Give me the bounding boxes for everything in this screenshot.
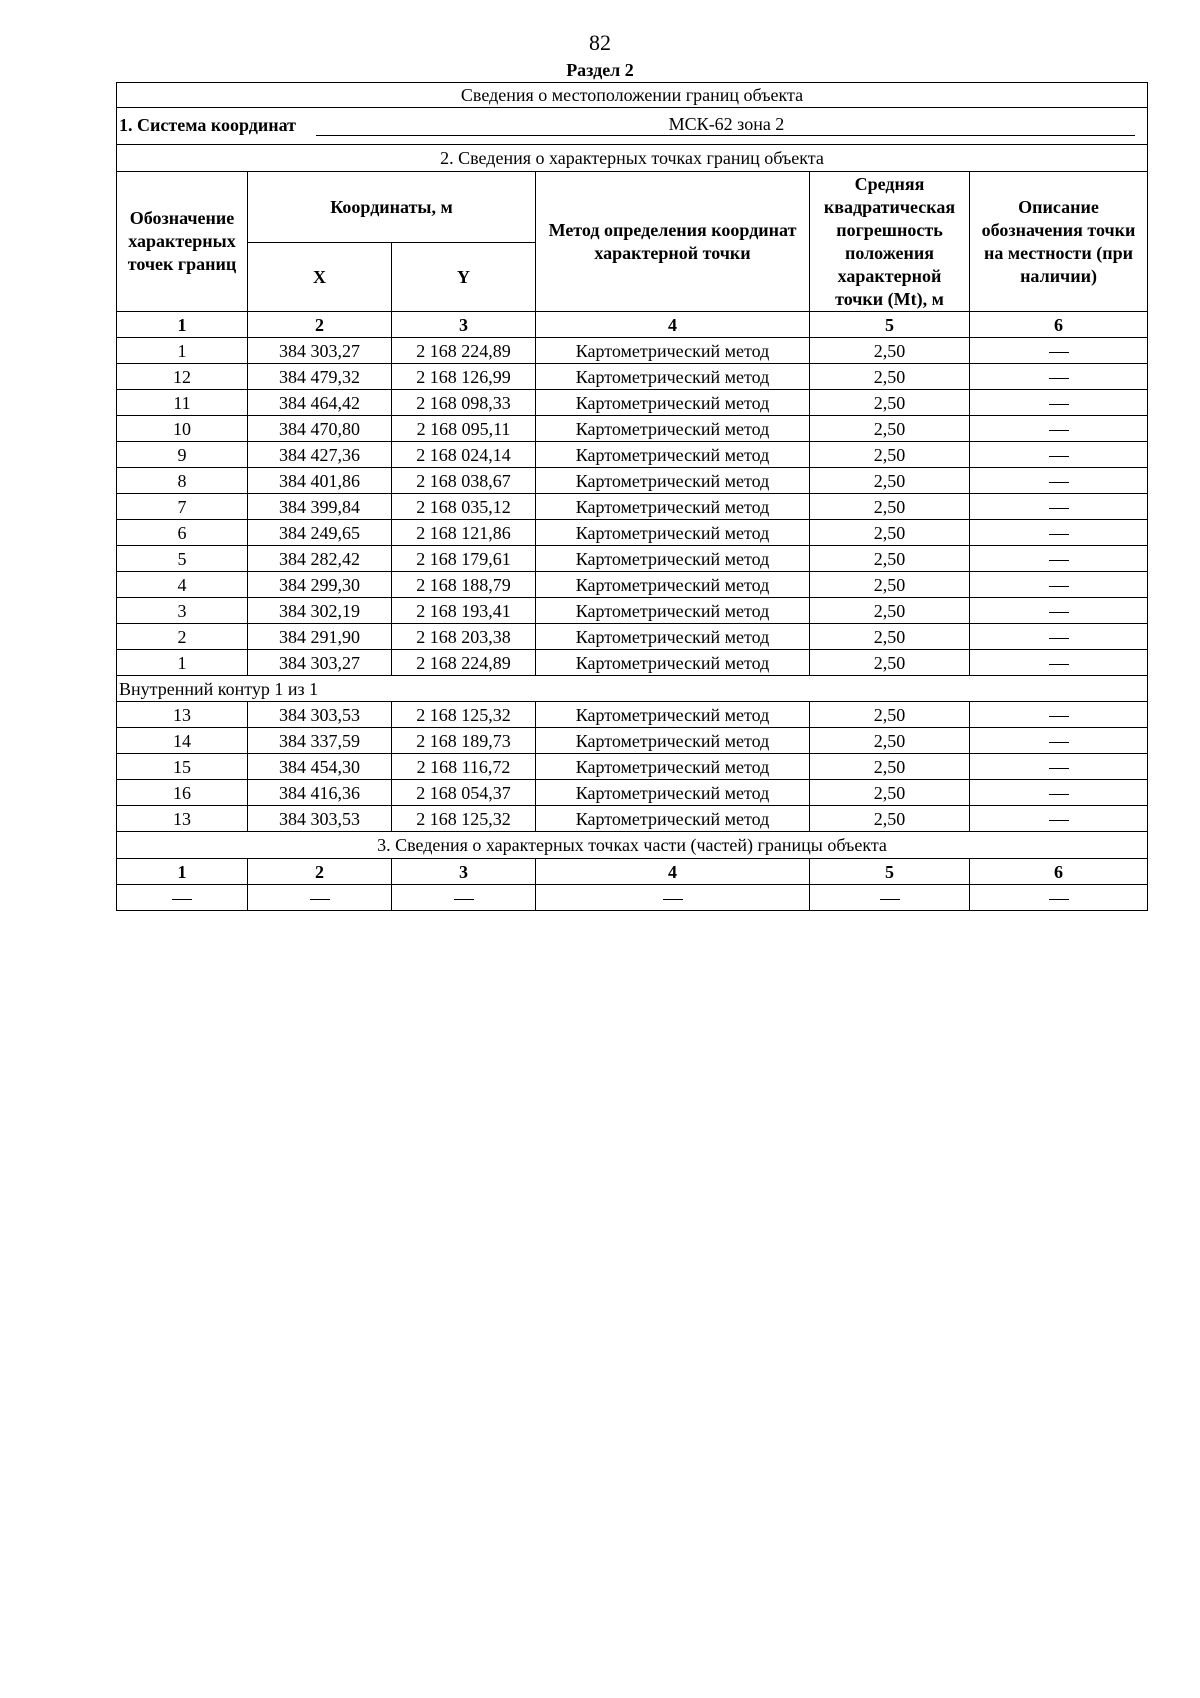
coord-y: 2 168 035,12: [392, 494, 536, 520]
dash-cell: [536, 885, 810, 911]
mt-error: 2,50: [810, 364, 970, 390]
coord-x: 384 401,86: [248, 468, 392, 494]
point-number: 13: [117, 702, 248, 728]
header-error: Средняя квадратическая погрешность положения характерной точки (Mt), м: [810, 172, 970, 312]
coord-x: 384 479,32: [248, 364, 392, 390]
coord-y: 2 168 193,41: [392, 598, 536, 624]
point-row: [117, 442, 1148, 468]
point-number: 1: [117, 338, 248, 364]
coord-y: 2 168 203,38: [392, 624, 536, 650]
inner-contour-label: Внутренний контур 1 из 1: [117, 676, 1148, 702]
point-number: 16: [117, 780, 248, 806]
point-number: 14: [117, 728, 248, 754]
column-numbers-row: [117, 312, 1148, 338]
mt-error: 2,50: [810, 806, 970, 832]
coord-x: 384 427,36: [248, 442, 392, 468]
dash-cell: [970, 442, 1148, 468]
dash-cell: [810, 885, 970, 911]
mt-error: 2,50: [810, 754, 970, 780]
point-row: [117, 572, 1148, 598]
column-number: 3: [392, 859, 536, 885]
dash-cell: [970, 520, 1148, 546]
column-number: 5: [810, 859, 970, 885]
coord-system-row: [117, 108, 1148, 145]
method: Картометрический метод: [536, 364, 810, 390]
point-row: [117, 546, 1148, 572]
point-row: [117, 624, 1148, 650]
coord-x: 384 282,42: [248, 546, 392, 572]
coord-y: 2 168 098,33: [392, 390, 536, 416]
dash-cell: [970, 780, 1148, 806]
point-number: 2: [117, 624, 248, 650]
column-number: 3: [392, 312, 536, 338]
point-number: 4: [117, 572, 248, 598]
header-designation: Обозначение характерных точек границ: [117, 172, 248, 312]
column-number: 6: [970, 859, 1148, 885]
coord-x: 384 303,27: [248, 650, 392, 676]
coord-y: 2 168 224,89: [392, 338, 536, 364]
parts-section-title: 3. Сведения о характерных точках части (частей) границы объекта: [117, 832, 1148, 859]
dash-cell: [970, 885, 1148, 911]
coord-x: 384 249,65: [248, 520, 392, 546]
column-number: 4: [536, 859, 810, 885]
parts-column-numbers-row: [117, 859, 1148, 885]
dash-cell: [117, 885, 248, 911]
dash-cell: [970, 754, 1148, 780]
mt-error: 2,50: [810, 494, 970, 520]
mt-error: 2,50: [810, 624, 970, 650]
coord-y: 2 168 126,99: [392, 364, 536, 390]
point-row: [117, 468, 1148, 494]
method: Картометрический метод: [536, 572, 810, 598]
dash-cell: [970, 338, 1148, 364]
method: Картометрический метод: [536, 702, 810, 728]
method: Картометрический метод: [536, 650, 810, 676]
coord-x: 384 416,36: [248, 780, 392, 806]
point-number: 13: [117, 806, 248, 832]
coord-y: 2 168 116,72: [392, 754, 536, 780]
dash-cell: [970, 598, 1148, 624]
point-number: 1: [117, 650, 248, 676]
coord-x: 384 303,27: [248, 338, 392, 364]
point-number: 9: [117, 442, 248, 468]
column-number: 6: [970, 312, 1148, 338]
parts-empty-row: [117, 885, 1148, 911]
dash-cell: [970, 624, 1148, 650]
mt-error: 2,50: [810, 468, 970, 494]
mt-error: 2,50: [810, 416, 970, 442]
point-row: [117, 780, 1148, 806]
dash-cell: [248, 885, 392, 911]
column-number: 2: [248, 859, 392, 885]
point-number: 10: [117, 416, 248, 442]
point-number: 15: [117, 754, 248, 780]
coord-y: 2 168 024,14: [392, 442, 536, 468]
coord-x: 384 299,30: [248, 572, 392, 598]
coord-y: 2 168 054,37: [392, 780, 536, 806]
point-row: [117, 754, 1148, 780]
dash-cell: [392, 885, 536, 911]
coord-y: 2 168 125,32: [392, 806, 536, 832]
point-row: [117, 338, 1148, 364]
method: Картометрический метод: [536, 390, 810, 416]
coord-x: 384 302,19: [248, 598, 392, 624]
point-row: [117, 650, 1148, 676]
header-coordinates: Координаты, м: [248, 172, 536, 243]
header-method: Метод определения координат характерной точки: [536, 172, 810, 312]
method: Картометрический метод: [536, 728, 810, 754]
coord-y: 2 168 189,73: [392, 728, 536, 754]
coord-y: 2 168 095,11: [392, 416, 536, 442]
mt-error: 2,50: [810, 546, 970, 572]
method: Картометрический метод: [536, 468, 810, 494]
point-number: 8: [117, 468, 248, 494]
coord-x: 384 454,30: [248, 754, 392, 780]
mt-error: 2,50: [810, 780, 970, 806]
method: Картометрический метод: [536, 624, 810, 650]
point-number: 5: [117, 546, 248, 572]
coord-y: 2 168 179,61: [392, 546, 536, 572]
mt-error: 2,50: [810, 442, 970, 468]
mt-error: 2,50: [810, 702, 970, 728]
column-number: 1: [117, 859, 248, 885]
mt-error: 2,50: [810, 572, 970, 598]
point-row: [117, 416, 1148, 442]
method: Картометрический метод: [536, 416, 810, 442]
point-number: 3: [117, 598, 248, 624]
dash-cell: [970, 494, 1148, 520]
coord-x: 384 303,53: [248, 806, 392, 832]
dash-cell: [970, 806, 1148, 832]
section-title: Раздел 2: [566, 60, 634, 80]
coord-y: 2 168 224,89: [392, 650, 536, 676]
dash-cell: [970, 572, 1148, 598]
coord-y: 2 168 188,79: [392, 572, 536, 598]
mt-error: 2,50: [810, 728, 970, 754]
method: Картометрический метод: [536, 520, 810, 546]
point-number: 7: [117, 494, 248, 520]
method: Картометрический метод: [536, 754, 810, 780]
coord-x: 384 464,42: [248, 390, 392, 416]
point-row: [117, 598, 1148, 624]
method: Картометрический метод: [536, 598, 810, 624]
coord-x: 384 470,80: [248, 416, 392, 442]
dash-cell: [970, 728, 1148, 754]
dash-cell: [970, 390, 1148, 416]
point-row: [117, 390, 1148, 416]
point-row: [117, 364, 1148, 390]
method: Картометрический метод: [536, 780, 810, 806]
mt-error: 2,50: [810, 390, 970, 416]
dash-cell: [970, 468, 1148, 494]
method: Картометрический метод: [536, 806, 810, 832]
header-x: X: [248, 243, 392, 312]
points-section-title: 2. Сведения о характерных точках границ объекта: [117, 145, 1148, 172]
dash-cell: [970, 364, 1148, 390]
dash-cell: [970, 416, 1148, 442]
coord-y: 2 168 125,32: [392, 702, 536, 728]
point-number: 12: [117, 364, 248, 390]
coord-y: 2 168 038,67: [392, 468, 536, 494]
dash-cell: [970, 650, 1148, 676]
mt-error: 2,50: [810, 520, 970, 546]
method: Картометрический метод: [536, 494, 810, 520]
point-row: [117, 520, 1148, 546]
coord-x: 384 291,90: [248, 624, 392, 650]
point-row: [117, 702, 1148, 728]
header-description: Описание обозначения точки на местности (при наличии): [970, 172, 1148, 312]
coord-x: 384 303,53: [248, 702, 392, 728]
point-number: 6: [117, 520, 248, 546]
dash-cell: [970, 702, 1148, 728]
method: Картометрический метод: [536, 338, 810, 364]
boundary-table: [116, 82, 1148, 911]
mt-error: 2,50: [810, 650, 970, 676]
column-number: 4: [536, 312, 810, 338]
coord-system-label: 1. Система координат: [119, 114, 296, 135]
column-number: 5: [810, 312, 970, 338]
header-y: Y: [392, 243, 536, 312]
mt-error: 2,50: [810, 598, 970, 624]
coord-x: 384 399,84: [248, 494, 392, 520]
coord-system-value: МСК-62 зона 2: [316, 113, 1135, 136]
coord-y: 2 168 121,86: [392, 520, 536, 546]
point-number: 11: [117, 390, 248, 416]
point-row: [117, 728, 1148, 754]
point-row: [117, 494, 1148, 520]
page-number: 82: [589, 30, 611, 55]
method: Картометрический метод: [536, 442, 810, 468]
coord-x: 384 337,59: [248, 728, 392, 754]
point-row: [117, 806, 1148, 832]
table-title: Сведения о местоположении границ объекта: [117, 83, 1148, 108]
method: Картометрический метод: [536, 546, 810, 572]
column-number: 1: [117, 312, 248, 338]
dash-cell: [970, 546, 1148, 572]
column-number: 2: [248, 312, 392, 338]
mt-error: 2,50: [810, 338, 970, 364]
